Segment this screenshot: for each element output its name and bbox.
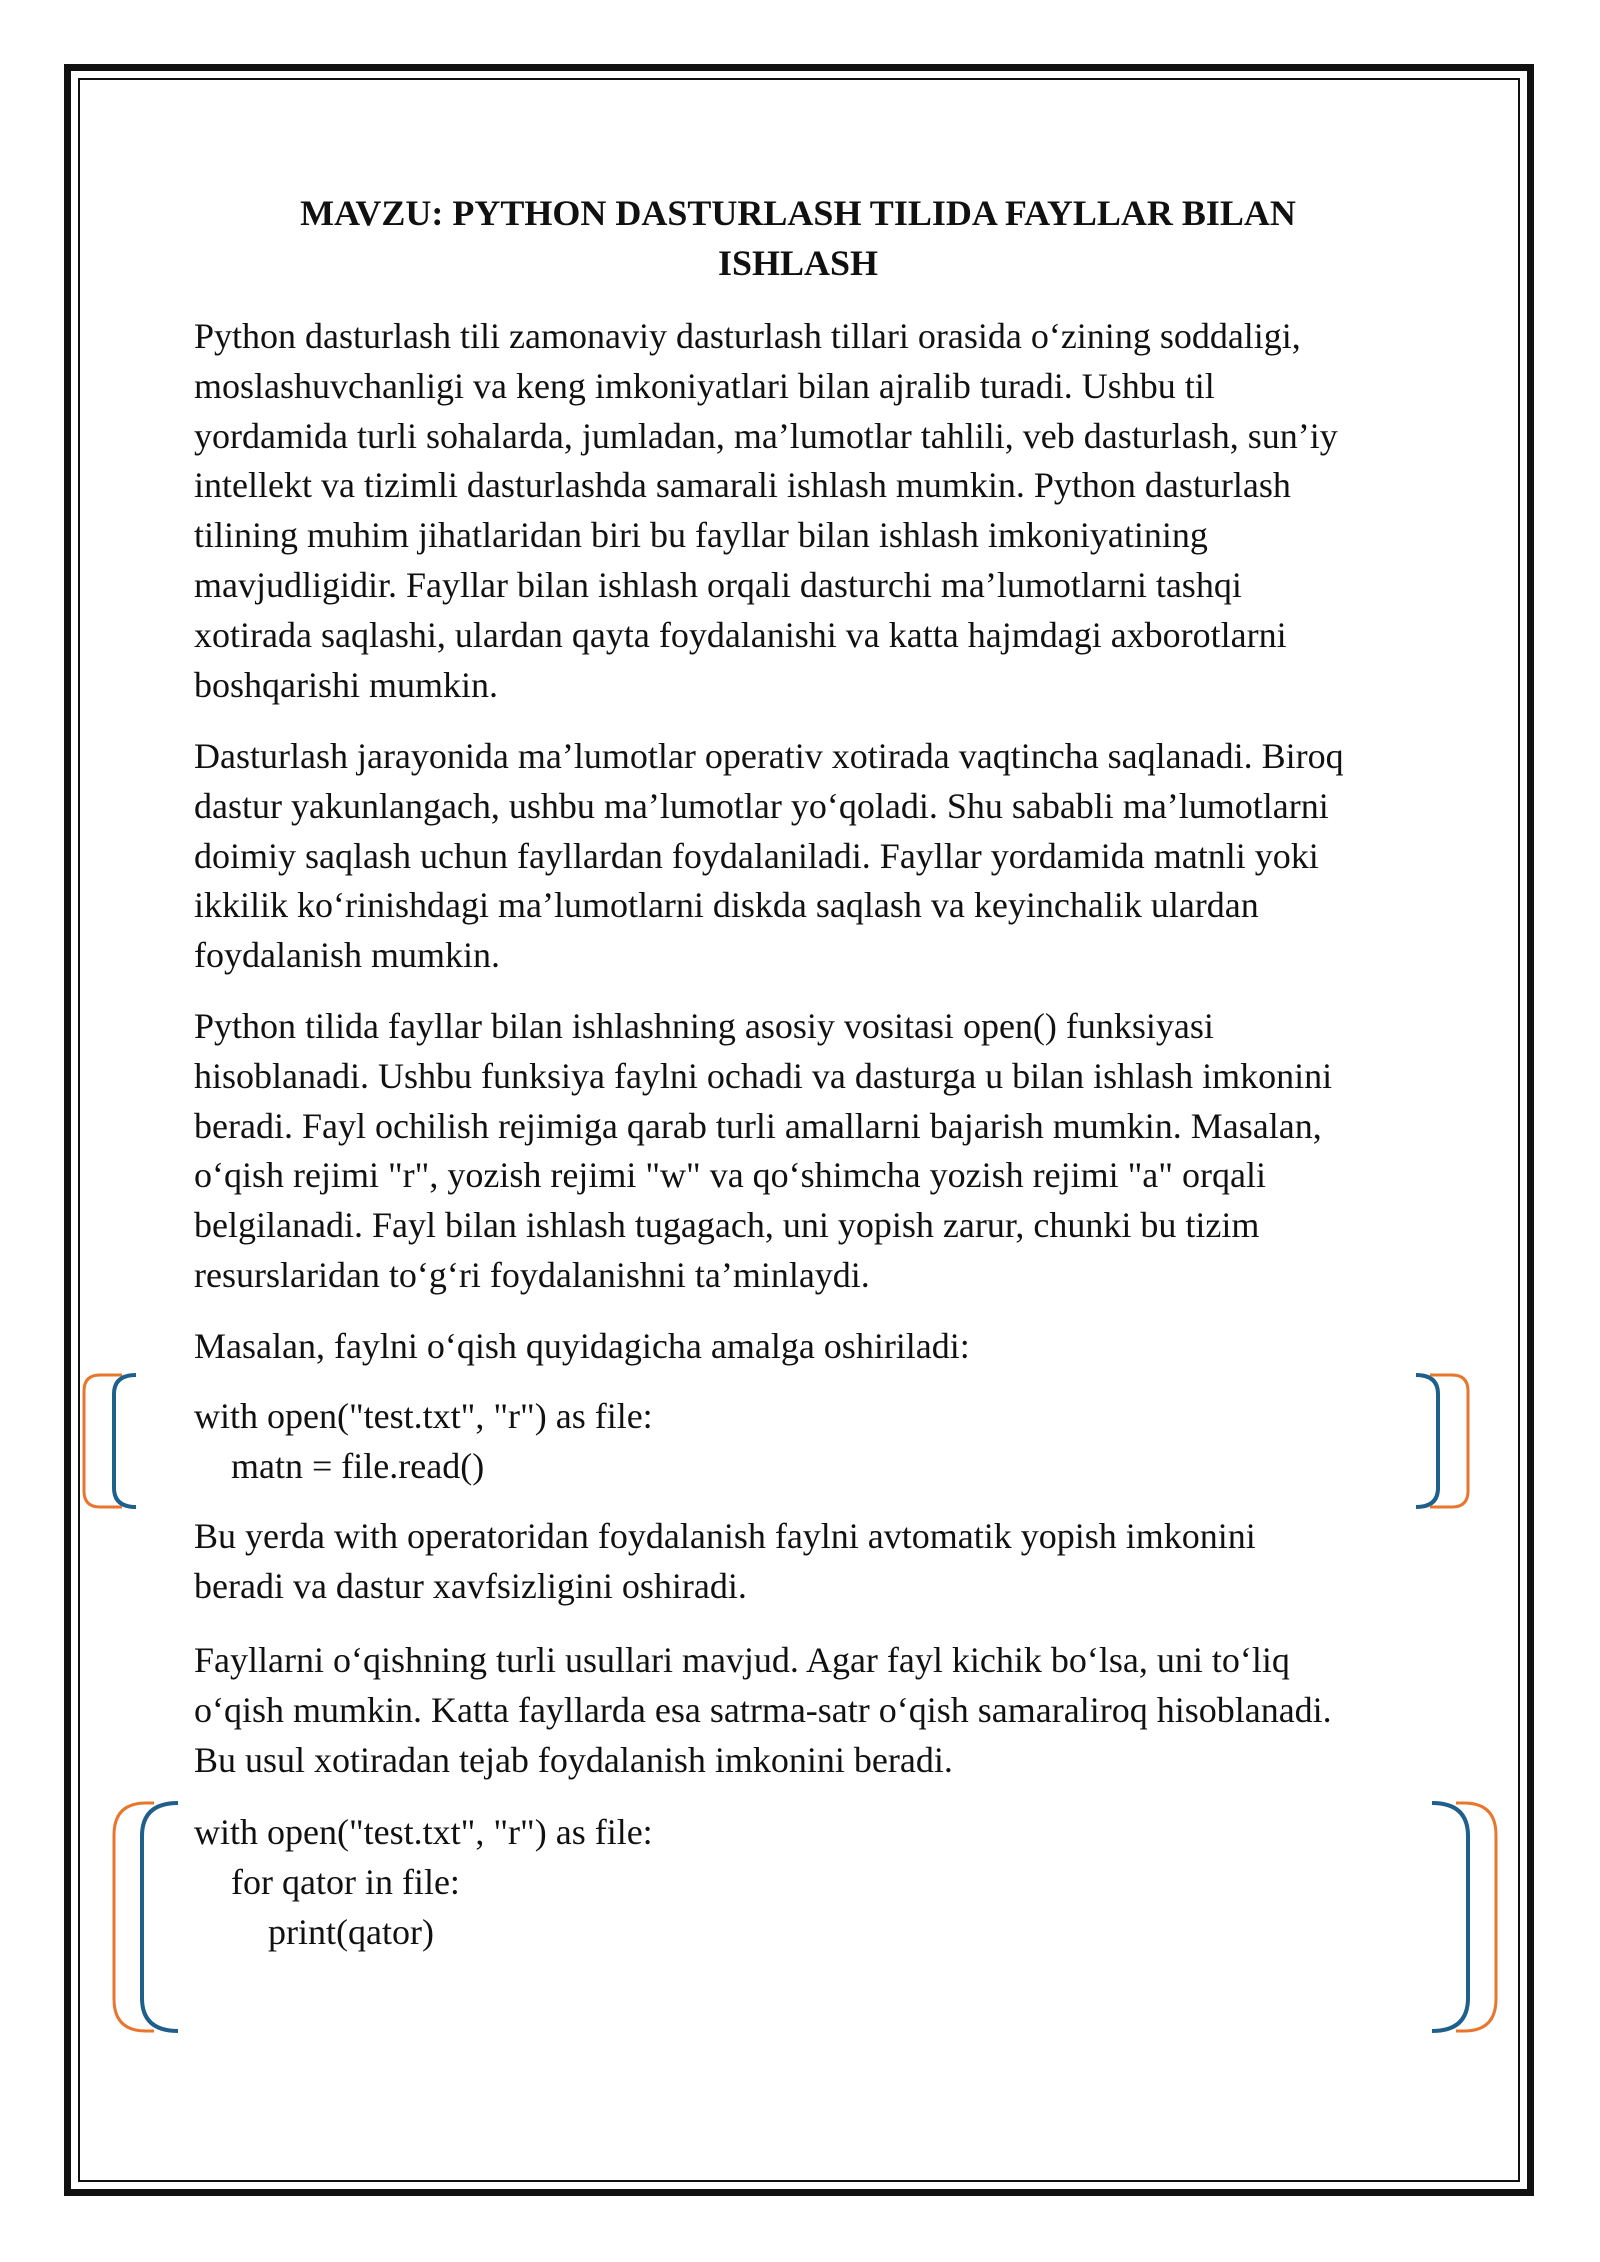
- bracket-left-orange: [84, 1375, 122, 1507]
- code-line: matn = file.read(): [231, 1446, 485, 1486]
- paragraph-read-example-intro: Masalan, faylni o‘qish quyidagicha amalga oshiriladi:: [194, 1326, 970, 1366]
- code-line: with open("test.txt", "r") as file:: [194, 1812, 653, 1852]
- bracket-left-orange: [114, 1803, 154, 2031]
- paragraph-with-operator: Bu yerda with operatoridan foydalanish faylni avtomatik yopish imkonini beradi va dastur xavfsizligini oshiradi.: [194, 1516, 1256, 1606]
- document-title: MAVZU: PYTHON DASTURLASH TILIDA FAYLLAR BILAN ISHLASH: [300, 193, 1296, 283]
- bracket-right-blue: [1432, 1803, 1468, 2031]
- code-line: print(qator): [268, 1912, 434, 1952]
- bracket-right-orange: [1456, 1803, 1496, 2031]
- bracket-left-blue: [142, 1803, 178, 2031]
- paragraph-read-methods: Fayllarni o‘qishning turli usullari mavjud. Agar fayl kichik bo‘lsa, uni to‘liq o‘qish mumkin. Katta fayllarda esa satrma-satr o‘qish samaraliroq hisoblanadi. Bu usul xotiradan tejab foydalanish imkonini beradi.: [194, 1640, 1332, 1780]
- code-line: with open("test.txt", "r") as file:: [194, 1396, 653, 1436]
- paragraph-open-function: Python tilida fayllar bilan ishlashning asosiy vositasi open() funksiyasi hisoblanadi. Ushbu funksiya faylni ochadi va dasturga u bilan ishlash imkonini beradi. Fayl ochilish rejimiga qarab turli amallarni bajarish mumkin. Masalan, o‘qish rejimi "r", yozish rejimi "w" va qo‘shimcha yozish rejimi "a" orqali belgilanadi. Fayl bilan ishlash tugagach, uni yopish zarur, chunki bu tizim resurslaridan to‘g‘ri foydalanishni ta’minlaydi.: [194, 1006, 1333, 1295]
- paragraph-storage: Dasturlash jarayonida ma’lumotlar operativ xotirada vaqtincha saqlanadi. Biroq dastur yakunlangach, ushbu ma’lumotlar yo‘qoladi. Shu sababli ma’lumotlarni doimiy saqlash uchun fayllardan foydalaniladi. Fayllar yordamida matnli yoki ikkilik ko‘rinishdagi ma’lumotlarni diskda saqlash va keyinchalik ulardan foydalanish mumkin.: [194, 736, 1344, 976]
- bracket-right-orange: [1430, 1375, 1468, 1507]
- bracket-left-blue: [114, 1375, 136, 1507]
- bracket-right-blue: [1416, 1375, 1438, 1507]
- code-line: for qator in file:: [231, 1862, 460, 1902]
- paragraph-intro: Python dasturlash tili zamonaviy dasturlash tillari orasida o‘zining soddaligi, moslashuvchanligi va keng imkoniyatlari bilan ajralib turadi. Ushbu til yordamida turli sohalarda, jumladan, ma’lumotlar tahlili, veb dasturlash, sun’iy intellekt va tizimli dasturlashda samarali ishlash mumkin. Python dasturlash tilining muhim jihatlaridan biri bu fayllar bilan ishlash imkoniyatining mavjudligidir. Fayllar bilan ishlash orqali dasturchi ma’lumotlarni tashqi xotirada saqlashi, ulardan qayta foydalanishi va katta hajmdagi axborotlarni boshqarishi mumkin.: [194, 316, 1338, 705]
